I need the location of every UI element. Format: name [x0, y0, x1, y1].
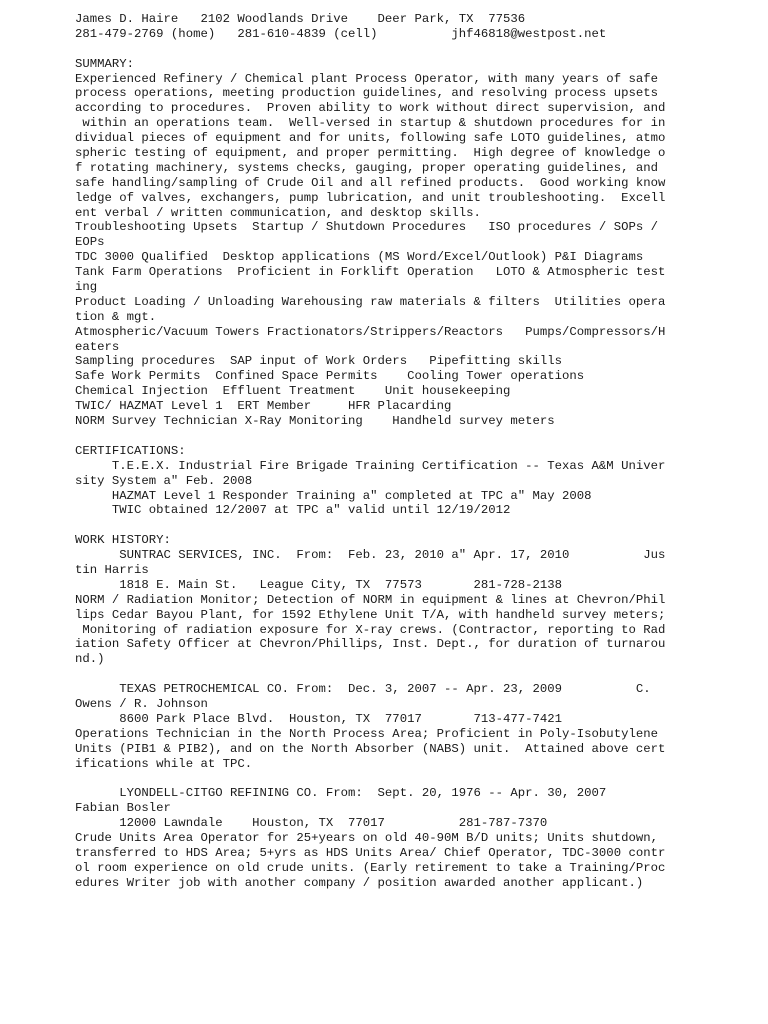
summary-text — [75, 72, 675, 221]
text-line: Tank Farm Operations Proficient in Forklift Operation LOTO & Atmospheric test — [75, 265, 666, 280]
job-entry-texas-petrochemical — [75, 682, 675, 771]
job-entry-suntrac — [75, 548, 675, 667]
text-line: TEXAS PETROCHEMICAL CO. From: Dec. 3, 2007 -- Apr. 23, 2009 C. — [75, 682, 651, 697]
text-line: Fabian Bosler — [75, 801, 171, 816]
text-line: Units (PIB1 & PIB2), and on the North Absorber (NABS) unit. Attained above cert — [75, 741, 666, 756]
text-line: 12000 Lawndale Houston, TX 77017 281-787-7370 — [75, 816, 548, 831]
text-line: TDC 3000 Qualified Desktop applications (MS Word/Excel/Outlook) P&I Diagrams — [75, 250, 644, 265]
text-line: nd.) — [75, 652, 105, 667]
skills-section — [75, 220, 675, 428]
work-history-section — [75, 533, 675, 890]
job-entry-lyondell-citgo — [75, 786, 675, 890]
text-line: tin Harris — [75, 562, 149, 577]
text-line: HAZMAT Level 1 Responder Training a" completed at TPC a" May 2008 — [75, 488, 592, 503]
certifications-list — [75, 459, 675, 519]
text-line: process operations, meeting production guidelines, and resolving process upsets — [75, 86, 658, 101]
text-line: TWIC/ HAZMAT Level 1 ERT Member HFR Placarding — [75, 399, 452, 414]
summary-section — [75, 57, 675, 221]
text-line: Owens / R. Johnson — [75, 696, 208, 711]
text-line: lips Cedar Bayou Plant, for 1592 Ethylene Unit T/A, with handheld survey meters; — [75, 607, 666, 622]
text-line: Operations Technician in the North Process Area; Proficient in Poly-Isobutylene — [75, 726, 658, 741]
text-line: ifications while at TPC. — [75, 756, 253, 771]
contact-phones-email: 281-479-2769 (home) 281-610-4839 (cell) jhf46818@westpost.net — [75, 26, 607, 41]
text-line: according to procedures. Proven ability to work without direct supervision, and — [75, 101, 666, 116]
text-line: 1818 E. Main St. League City, TX 77573 281-728-2138 — [75, 577, 563, 592]
text-line: sity System a" Feb. 2008 — [75, 473, 253, 488]
text-line: edures Writer job with another company / position awarded another applicant.) — [75, 875, 644, 890]
text-line: ol room experience on old crude units. (Early retirement to take a Training/Proc — [75, 860, 666, 875]
text-line: Experienced Refinery / Chemical plant Process Operator, with many years of safe — [75, 71, 658, 86]
text-line: T.E.E.X. Industrial Fire Brigade Training Certification -- Texas A&M Univer — [75, 458, 666, 473]
contact-name-address: James D. Haire 2102 Woodlands Drive Deer Park, TX 77536 — [75, 12, 526, 26]
text-line: safe handling/sampling of Crude Oil and all refined products. Good working know — [75, 175, 666, 190]
text-line: 8600 Park Place Blvd. Houston, TX 77017 713-477-7421 — [75, 711, 563, 726]
text-line: NORM Survey Technician X-Ray Monitoring Handheld survey meters — [75, 414, 555, 429]
text-line: eaters — [75, 339, 120, 354]
skills-list — [75, 220, 675, 428]
text-line: Troubleshooting Upsets Startup / Shutdown Procedures ISO procedures / SOPs / — [75, 220, 658, 235]
text-line: spheric testing of equipment, and proper permitting. High degree of knowledge o — [75, 146, 666, 161]
text-line: Monitoring of radiation exposure for X-ray crews. (Contractor, reporting to Rad — [75, 622, 666, 637]
text-line: transferred to HDS Area; 5+yrs as HDS Units Area/ Chief Operator, TDC-3000 contr — [75, 845, 666, 860]
text-line: within an operations team. Well-versed in startup & shutdown procedures for in — [75, 116, 666, 131]
certifications-heading: CERTIFICATIONS: — [75, 443, 186, 458]
text-line: Product Loading / Unloading Warehousing raw materials & filters Utilities opera — [75, 294, 666, 309]
text-line: LYONDELL-CITGO REFINING CO. From: Sept. 20, 1976 -- Apr. 30, 2007 — [75, 786, 607, 801]
text-line: NORM / Radiation Monitor; Detection of NORM in equipment & lines at Chevron/Phil — [75, 592, 666, 607]
spacer — [75, 518, 675, 533]
text-line: Crude Units Area Operator for 25+years on old 40-90M B/D units; Units shutdown, — [75, 830, 658, 845]
spacer — [75, 667, 675, 682]
text-line: EOPs — [75, 235, 105, 250]
text-line: ent verbal / written communication, and desktop skills. — [75, 205, 481, 220]
text-line: Sampling procedures SAP input of Work Orders Pipefitting skills — [75, 354, 563, 369]
text-line: TWIC obtained 12/2007 at TPC a" valid until 12/19/2012 — [75, 503, 511, 518]
text-line: Safe Work Permits Confined Space Permits Cooling Tower operations — [75, 369, 585, 384]
spacer — [75, 771, 675, 786]
contact-header — [75, 12, 675, 42]
summary-heading: SUMMARY: — [75, 56, 135, 71]
text-line: Chemical Injection Effluent Treatment Unit housekeeping — [75, 384, 511, 399]
text-line: ledge of valves, exchangers, pump lubrication, and unit troubleshooting. Excell — [75, 190, 666, 205]
text-line: tion & mgt. — [75, 309, 157, 324]
work-history-heading: WORK HISTORY: — [75, 533, 171, 548]
certifications-section — [75, 444, 675, 518]
text-line: Atmospheric/Vacuum Towers Fractionators/Strippers/Reactors Pumps/Compressors/H — [75, 324, 666, 339]
text-line: iation Safety Officer at Chevron/Phillips, Inst. Dept., for duration of turnarou — [75, 637, 666, 652]
text-line: ing — [75, 280, 98, 295]
text-line: SUNTRAC SERVICES, INC. From: Feb. 23, 2010 a" Apr. 17, 2010 Jus — [75, 548, 666, 563]
text-line: f rotating machinery, systems checks, gauging, proper operating guidelines, and — [75, 160, 658, 175]
text-line: dividual pieces of equipment and for units, following safe LOTO guidelines, atmo — [75, 131, 666, 146]
spacer — [75, 42, 675, 57]
resume-document — [75, 12, 675, 891]
spacer — [75, 429, 675, 444]
